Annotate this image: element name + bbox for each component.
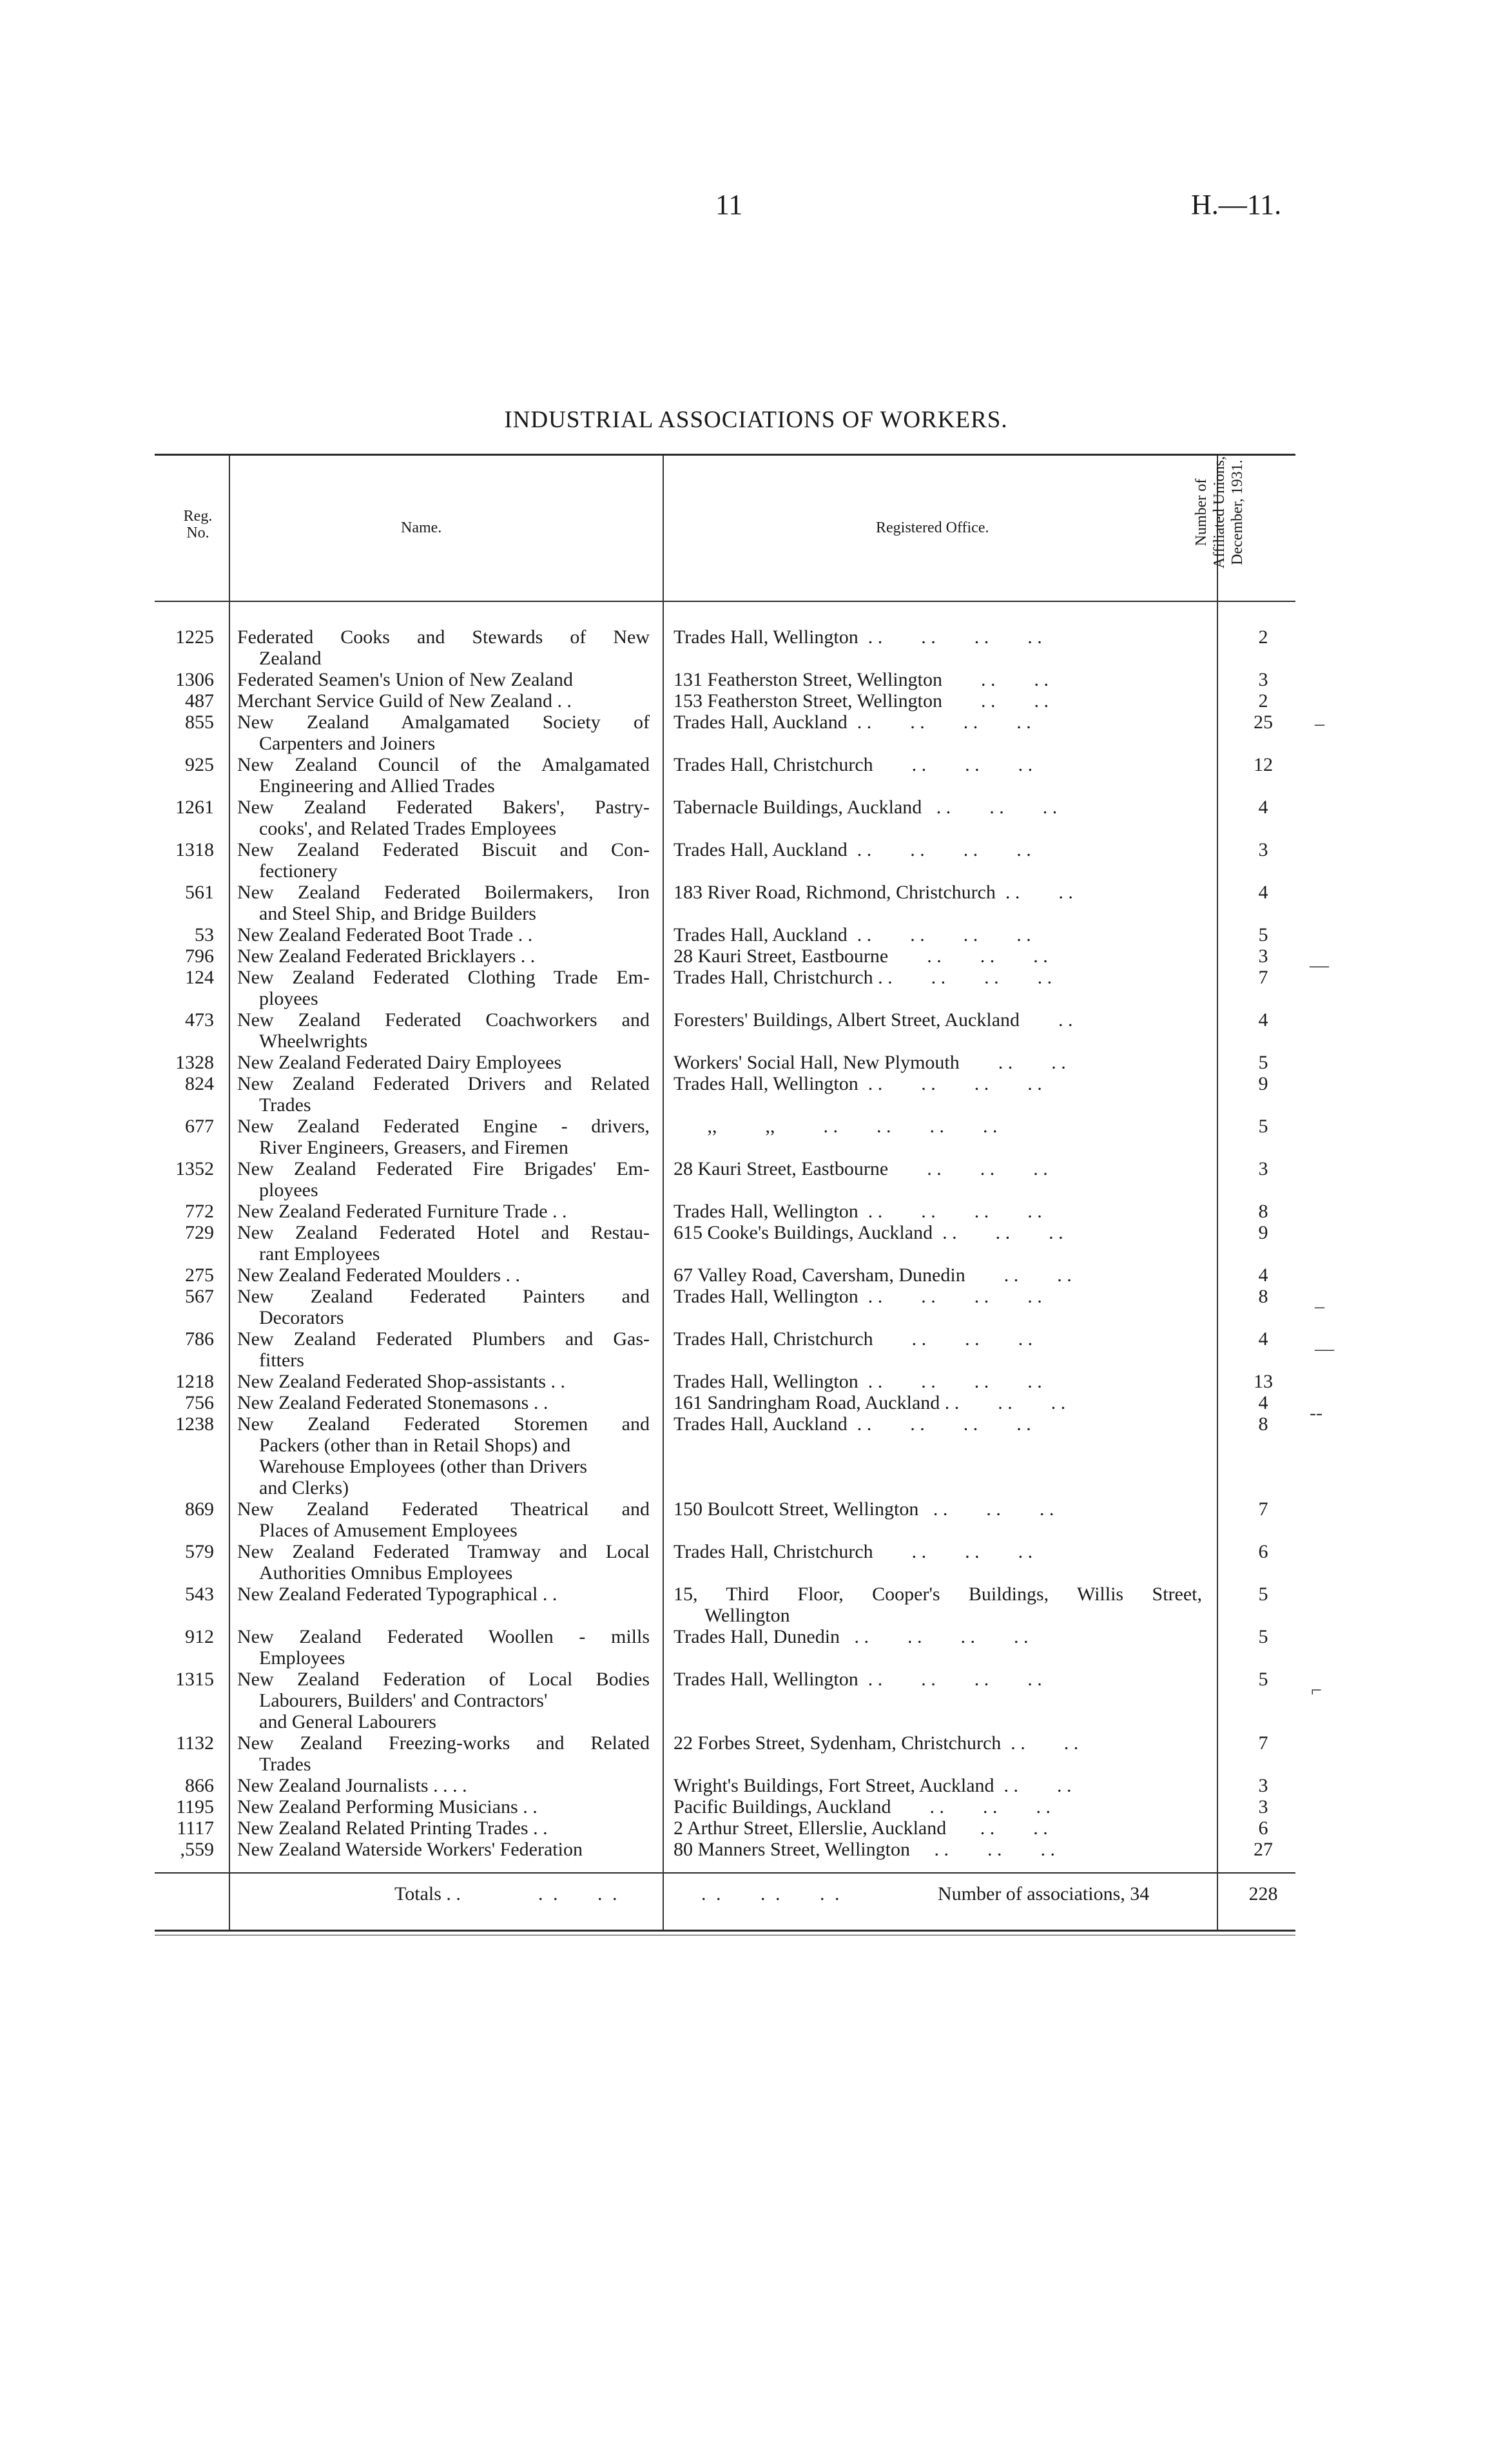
association-name: [237, 690, 650, 712]
association-name-line: Federated Seamen's Union of New Zealand: [237, 669, 574, 690]
association-name-line: New Zealand Federated Engine - drivers,: [237, 1116, 650, 1137]
table-row: [0, 797, 1512, 839]
association-name: [237, 1541, 650, 1584]
table-row: [0, 1669, 1512, 1732]
association-name-line: New Zealand Federated Biscuit and Con-: [237, 839, 650, 860]
association-name: [237, 1817, 650, 1839]
table-row: [0, 690, 1512, 712]
tick-mark: –: [1315, 1295, 1324, 1317]
association-name-line: New Zealand Freezing-works and Related: [237, 1732, 650, 1754]
affiliated-unions-count: 4: [1258, 1009, 1268, 1031]
association-name: [237, 1073, 650, 1116]
reg-number: 1195: [176, 1796, 214, 1817]
reg-number: 1352: [175, 1158, 214, 1179]
association-name-line: New Zealand Federated Tramway and Local: [237, 1541, 650, 1562]
table-row: [0, 1541, 1512, 1584]
column-header-reg: [175, 508, 220, 541]
registered-office: Wright's Buildings, Fort Street, Auckland . . . .: [674, 1775, 1072, 1796]
association-name: [237, 1265, 650, 1286]
tick-mark: ⌐: [1311, 1680, 1322, 1701]
association-name-line: cooks', and Related Trades Employees: [259, 818, 557, 839]
association-name-line: New Zealand Federation of Local Bodies: [237, 1669, 650, 1690]
table-row: [0, 1073, 1512, 1116]
reg-number: 543: [185, 1584, 214, 1605]
reg-number: 855: [185, 712, 214, 733]
table-row: [0, 882, 1512, 924]
association-name-line: ployees: [259, 1179, 318, 1201]
association-name-line: Employees: [259, 1647, 345, 1669]
tick-mark: —: [1310, 955, 1329, 976]
association-name: [237, 1796, 650, 1817]
association-name: [237, 967, 650, 1009]
affiliated-unions-count: 2: [1258, 626, 1268, 648]
association-name-line: New Zealand Federated Coachworkers and: [237, 1009, 650, 1031]
association-name-line: rant Employees: [259, 1243, 380, 1265]
registered-office: Trades Hall, Auckland . . . . . . . .: [674, 1413, 1031, 1435]
registered-office: Trades Hall, Christchurch . . . . . .: [674, 754, 1033, 775]
table-row: [0, 1392, 1512, 1413]
table-row: [0, 1371, 1512, 1392]
association-name: [237, 1669, 650, 1732]
registered-office: 28 Kauri Street, Eastbourne . . . . . .: [674, 1158, 1048, 1179]
association-name-line: Decorators: [259, 1307, 344, 1328]
registered-office: Trades Hall, Dunedin . . . . . . . .: [674, 1626, 1029, 1647]
association-name-line: fitters: [259, 1350, 304, 1371]
affiliated-unions-count: 8: [1258, 1413, 1268, 1435]
affiliated-unions-count: 27: [1254, 1839, 1273, 1860]
registered-office: Trades Hall, Wellington . . . . . . . .: [674, 1201, 1042, 1222]
registered-office: Trades Hall, Auckland . . . . . . . .: [674, 924, 1031, 945]
affiliated-unions-count: 5: [1258, 1626, 1268, 1647]
association-name-line: New Zealand Federated Typographical . .: [237, 1584, 557, 1605]
affiliated-unions-count: 5: [1258, 1052, 1268, 1073]
table-row: [0, 1286, 1512, 1328]
reg-number: 912: [185, 1626, 214, 1647]
registered-office: Trades Hall, Wellington . . . . . . . .: [674, 1371, 1042, 1392]
association-name: [237, 1413, 650, 1498]
affiliated-unions-count: 5: [1258, 1116, 1268, 1137]
table-row: [0, 1626, 1512, 1669]
reg-number: 677: [185, 1116, 214, 1137]
association-name: [237, 1775, 650, 1796]
registered-office: Trades Hall, Christchurch . . . . . . . .: [674, 967, 1052, 988]
reg-number: 561: [185, 882, 214, 903]
table-row: [0, 945, 1512, 967]
affiliated-unions-count: 7: [1258, 1732, 1268, 1754]
association-name: [237, 945, 650, 967]
table-row: [0, 839, 1512, 882]
association-name-line: New Zealand Related Printing Trades . .: [237, 1817, 548, 1839]
association-name-line: New Zealand Federated Boot Trade . .: [237, 924, 533, 945]
reg-number: 1315: [175, 1669, 214, 1690]
page-title: INDUSTRIAL ASSOCIATIONS OF WORKERS.: [504, 407, 1008, 433]
column-header-reg-line2: No.: [186, 525, 209, 541]
reg-number: 1117: [177, 1817, 214, 1839]
association-name-line: New Zealand Journalists . . . .: [237, 1775, 467, 1796]
affiliated-unions-count: 5: [1258, 1584, 1268, 1605]
table-row: [0, 1732, 1512, 1775]
table-row: [0, 1009, 1512, 1052]
reg-number: 866: [185, 1775, 214, 1796]
association-name-line: Labourers, Builders' and Contractors': [259, 1690, 548, 1711]
registered-office: 67 Valley Road, Caversham, Dunedin . . . .: [674, 1265, 1072, 1286]
affiliated-unions-count: 3: [1258, 1775, 1268, 1796]
association-name-line: New Zealand Federated Clothing Trade Em-: [237, 967, 650, 988]
association-name-line: River Engineers, Greasers, and Firemen: [259, 1137, 568, 1158]
affiliated-unions-count: 3: [1258, 1158, 1268, 1179]
table-row: [0, 1839, 1512, 1860]
association-name: [237, 1328, 650, 1371]
tick-mark: --: [1310, 1402, 1323, 1424]
association-name: [237, 1222, 650, 1265]
reg-number: 1261: [175, 797, 214, 818]
association-name-line: New Zealand Council of the Amalgamated: [237, 754, 650, 775]
association-name: [237, 1732, 650, 1775]
association-name-line: and Clerks): [259, 1477, 349, 1498]
table-row: [0, 1201, 1512, 1222]
column-header-reg-line1: Reg.: [183, 508, 213, 525]
reg-number: 925: [185, 754, 214, 775]
affiliated-unions-count: 8: [1258, 1286, 1268, 1307]
affiliated-unions-count: 7: [1258, 1498, 1268, 1520]
association-name: [237, 882, 650, 924]
table-row: [0, 1817, 1512, 1839]
affiliated-unions-count: 6: [1258, 1817, 1268, 1839]
affiliated-unions-count: 25: [1254, 712, 1273, 733]
table-row: [0, 1584, 1512, 1626]
registered-office: 28 Kauri Street, Eastbourne . . . . . .: [674, 945, 1048, 967]
reg-number: 796: [185, 945, 214, 967]
reg-number: 567: [185, 1286, 214, 1307]
association-name-line: New Zealand Federated Boilermakers, Iron: [237, 882, 650, 903]
registered-office: 153 Featherston Street, Wellington . . . .: [674, 690, 1049, 712]
association-name-line: New Zealand Federated Fire Brigades' Em-: [237, 1158, 650, 1179]
table-row: [0, 754, 1512, 797]
association-name-line: New Zealand Federated Stonemasons . .: [237, 1392, 548, 1413]
column-header-unions-line3: December, 1931.: [1229, 460, 1246, 565]
association-name-line: Trades: [259, 1094, 311, 1116]
totals-top-rule: [155, 1872, 1295, 1874]
affiliated-unions-count: 13: [1254, 1371, 1273, 1392]
totals-label: Totals . .: [394, 1883, 461, 1904]
reg-number: 1318: [175, 839, 214, 860]
registered-office: ,, ,, . . . . . . . .: [674, 1116, 998, 1137]
association-name: [237, 1286, 650, 1328]
association-name-line: Places of Amusement Employees: [259, 1520, 518, 1541]
association-name: [237, 1392, 650, 1413]
association-name-line: New Zealand Federated Furniture Trade . .: [237, 1201, 567, 1222]
registered-office: Trades Hall, Christchurch . . . . . .: [674, 1541, 1033, 1562]
reg-number: 1238: [175, 1413, 214, 1435]
registered-office: Tabernacle Buildings, Auckland . . . . . .: [674, 797, 1058, 818]
column-header-office: Registered Office.: [876, 519, 989, 536]
table-row: [0, 1052, 1512, 1073]
table-row: [0, 1116, 1512, 1158]
association-name-line: fectionery: [259, 860, 338, 882]
registered-office: 22 Forbes Street, Sydenham, Christchurch . . . .: [674, 1732, 1079, 1754]
association-name-line: New Zealand Federated Dairy Employees: [237, 1052, 562, 1073]
association-name-line: Packers (other than in Retail Shops) and: [259, 1435, 571, 1456]
association-name: [237, 1498, 650, 1541]
reg-number: 1306: [175, 669, 214, 690]
affiliated-unions-count: 2: [1258, 690, 1268, 712]
table-row: [0, 1222, 1512, 1265]
affiliated-unions-count: 3: [1258, 1796, 1268, 1817]
association-name-line: ployees: [259, 988, 318, 1009]
association-name-line: New Zealand Federated Moulders . .: [237, 1265, 521, 1286]
association-name-line: New Zealand Federated Bakers', Pastry-: [237, 797, 650, 818]
affiliated-unions-count: 3: [1258, 669, 1268, 690]
association-name-line: New Zealand Amalgamated Society of: [237, 712, 650, 733]
table-row: [0, 1413, 1512, 1498]
affiliated-unions-count: 3: [1258, 945, 1268, 967]
totals-leader-dots: . . . .: [538, 1883, 620, 1904]
association-name: [237, 1158, 650, 1201]
column-header-unions-line1: Number of: [1193, 478, 1210, 547]
association-name-line: New Zealand Federated Painters and: [237, 1286, 650, 1307]
table-row: [0, 1158, 1512, 1201]
registered-office: 161 Sandringham Road, Auckland . . . . . .: [674, 1392, 1066, 1413]
association-name-line: Carpenters and Joiners: [259, 733, 436, 754]
affiliated-unions-count: 4: [1258, 797, 1268, 818]
association-name: [237, 1371, 650, 1392]
reg-number: 729: [185, 1222, 214, 1243]
reg-number: ,559: [180, 1839, 214, 1860]
table-top-rule: [155, 454, 1295, 456]
reg-number: 579: [185, 1541, 214, 1562]
association-name-line: Zealand: [259, 648, 322, 669]
affiliated-unions-count: 4: [1258, 1328, 1268, 1350]
totals-office-dots: . . . . . .: [701, 1883, 842, 1904]
table-row: [0, 1775, 1512, 1796]
affiliated-unions-count: 4: [1258, 1265, 1268, 1286]
affiliated-unions-count: 12: [1254, 754, 1273, 775]
association-name-line: New Zealand Federated Bricklayers . .: [237, 945, 536, 967]
association-name-line: Engineering and Allied Trades: [259, 775, 495, 797]
reg-number: 756: [185, 1392, 214, 1413]
total-unions: 228: [1248, 1883, 1278, 1904]
table-bottom-rule: [155, 1930, 1295, 1932]
reg-number: 473: [185, 1009, 214, 1031]
column-header-unions: [1192, 445, 1246, 580]
registered-office: Workers' Social Hall, New Plymouth . . . .: [674, 1052, 1066, 1073]
reg-number: 1225: [175, 626, 214, 648]
association-name-line: Merchant Service Guild of New Zealand . .: [237, 690, 572, 712]
association-name-line: Warehouse Employees (other than Drivers: [259, 1456, 588, 1477]
document-reference: H.—11.: [1191, 189, 1282, 220]
affiliated-unions-count: 8: [1258, 1201, 1268, 1222]
affiliated-unions-count: 5: [1258, 1669, 1268, 1690]
reg-number: 487: [185, 690, 214, 712]
registered-office: 183 River Road, Richmond, Christchurch . . . .: [674, 882, 1073, 903]
table-row: [0, 1265, 1512, 1286]
registered-office: Trades Hall, Wellington . . . . . . . .: [674, 1073, 1042, 1094]
registered-office: 615 Cooke's Buildings, Auckland . . . . . .: [674, 1222, 1063, 1243]
registered-office: 15, Third Floor, Cooper's Buildings, Willis Street, Wellington: [674, 1584, 1202, 1626]
registered-office: Trades Hall, Wellington . . . . . . . .: [674, 1669, 1042, 1690]
reg-number: 1132: [176, 1732, 214, 1754]
reg-number: 53: [195, 924, 214, 945]
affiliated-unions-count: 3: [1258, 839, 1268, 860]
association-name: [237, 797, 650, 839]
association-name: [237, 924, 650, 945]
association-name-line: New Zealand Federated Hotel and Restau-: [237, 1222, 650, 1243]
reg-number: 869: [185, 1498, 214, 1520]
registered-office: Trades Hall, Christchurch . . . . . .: [674, 1328, 1033, 1350]
reg-number: 1218: [175, 1371, 214, 1392]
association-name-line: Federated Cooks and Stewards of New: [237, 626, 650, 648]
registered-office: Trades Hall, Wellington . . . . . . . .: [674, 1286, 1042, 1307]
affiliated-unions-count: 4: [1258, 882, 1268, 903]
column-header-unions-line2: Affiliated Unions,: [1211, 456, 1228, 569]
association-name: [237, 712, 650, 754]
affiliated-unions-count: 4: [1258, 1392, 1268, 1413]
association-name-line: New Zealand Performing Musicians . .: [237, 1796, 538, 1817]
association-name: [237, 1839, 650, 1860]
reg-number: 275: [185, 1265, 214, 1286]
table-row: [0, 1328, 1512, 1371]
association-name-line: Authorities Omnibus Employees: [259, 1562, 513, 1584]
column-header-name: Name.: [401, 519, 442, 536]
association-name-line: and Steel Ship, and Bridge Builders: [259, 903, 536, 924]
table-row: [0, 626, 1512, 669]
reg-number: 824: [185, 1073, 214, 1094]
association-name: [237, 1052, 650, 1073]
reg-number: 786: [185, 1328, 214, 1350]
association-name: [237, 1201, 650, 1222]
table-row: [0, 924, 1512, 945]
associations-count: Number of associations, 34: [938, 1883, 1150, 1904]
table-row: [0, 1498, 1512, 1541]
association-name: [237, 1584, 650, 1605]
registered-office: Foresters' Buildings, Albert Street, Auckland . .: [674, 1009, 1073, 1031]
association-name-line: Trades: [259, 1754, 311, 1775]
affiliated-unions-count: 7: [1258, 967, 1268, 988]
registered-office: Trades Hall, Auckland . . . . . . . .: [674, 839, 1031, 860]
association-name-line: New Zealand Federated Woollen - mills: [237, 1626, 650, 1647]
table-body: [0, 626, 1512, 1860]
association-name: [237, 669, 650, 690]
association-name-line: and General Labourers: [259, 1711, 436, 1732]
affiliated-unions-count: 9: [1258, 1073, 1268, 1094]
association-name-line: New Zealand Federated Theatrical and: [237, 1498, 650, 1520]
reg-number: 124: [185, 967, 214, 988]
association-name-line: New Zealand Federated Plumbers and Gas-: [237, 1328, 650, 1350]
association-name: [237, 626, 650, 669]
reg-number: 1328: [175, 1052, 214, 1073]
registered-office: Pacific Buildings, Auckland . . . . . .: [674, 1796, 1051, 1817]
registered-office: 150 Boulcott Street, Wellington . . . . . .: [674, 1498, 1054, 1520]
registered-office: Trades Hall, Auckland . . . . . . . .: [674, 712, 1031, 733]
association-name: [237, 1626, 650, 1669]
affiliated-unions-count: 6: [1258, 1541, 1268, 1562]
affiliated-unions-count: 5: [1258, 924, 1268, 945]
table-row: [0, 967, 1512, 1009]
association-name-line: Wheelwrights: [259, 1031, 368, 1052]
tick-mark: —: [1315, 1338, 1334, 1359]
registered-office: Trades Hall, Wellington . . . . . . . .: [674, 626, 1042, 648]
registered-office: 2 Arthur Street, Ellerslie, Auckland . . . .: [674, 1817, 1048, 1839]
page-number: 11: [715, 189, 743, 220]
tick-mark: –: [1315, 713, 1324, 734]
table-row: [0, 669, 1512, 690]
association-name-line: New Zealand Federated Drivers and Related: [237, 1073, 650, 1094]
association-name-line: New Zealand Waterside Workers' Federation: [237, 1839, 583, 1860]
registered-office: 80 Manners Street, Wellington . . . . . .: [674, 1839, 1055, 1860]
registered-office: 131 Featherston Street, Wellington . . . .: [674, 669, 1049, 690]
association-name: [237, 1116, 650, 1158]
association-name-line: New Zealand Federated Shop-assistants . .: [237, 1371, 566, 1392]
association-name: [237, 1009, 650, 1052]
header-bottom-rule: [155, 601, 1295, 602]
association-name-line: New Zealand Federated Storemen and: [237, 1413, 650, 1435]
association-name: [237, 754, 650, 797]
affiliated-unions-count: 9: [1258, 1222, 1268, 1243]
association-name: [237, 839, 650, 882]
table-row: [0, 1796, 1512, 1817]
table-row: [0, 712, 1512, 754]
reg-number: 772: [185, 1201, 214, 1222]
